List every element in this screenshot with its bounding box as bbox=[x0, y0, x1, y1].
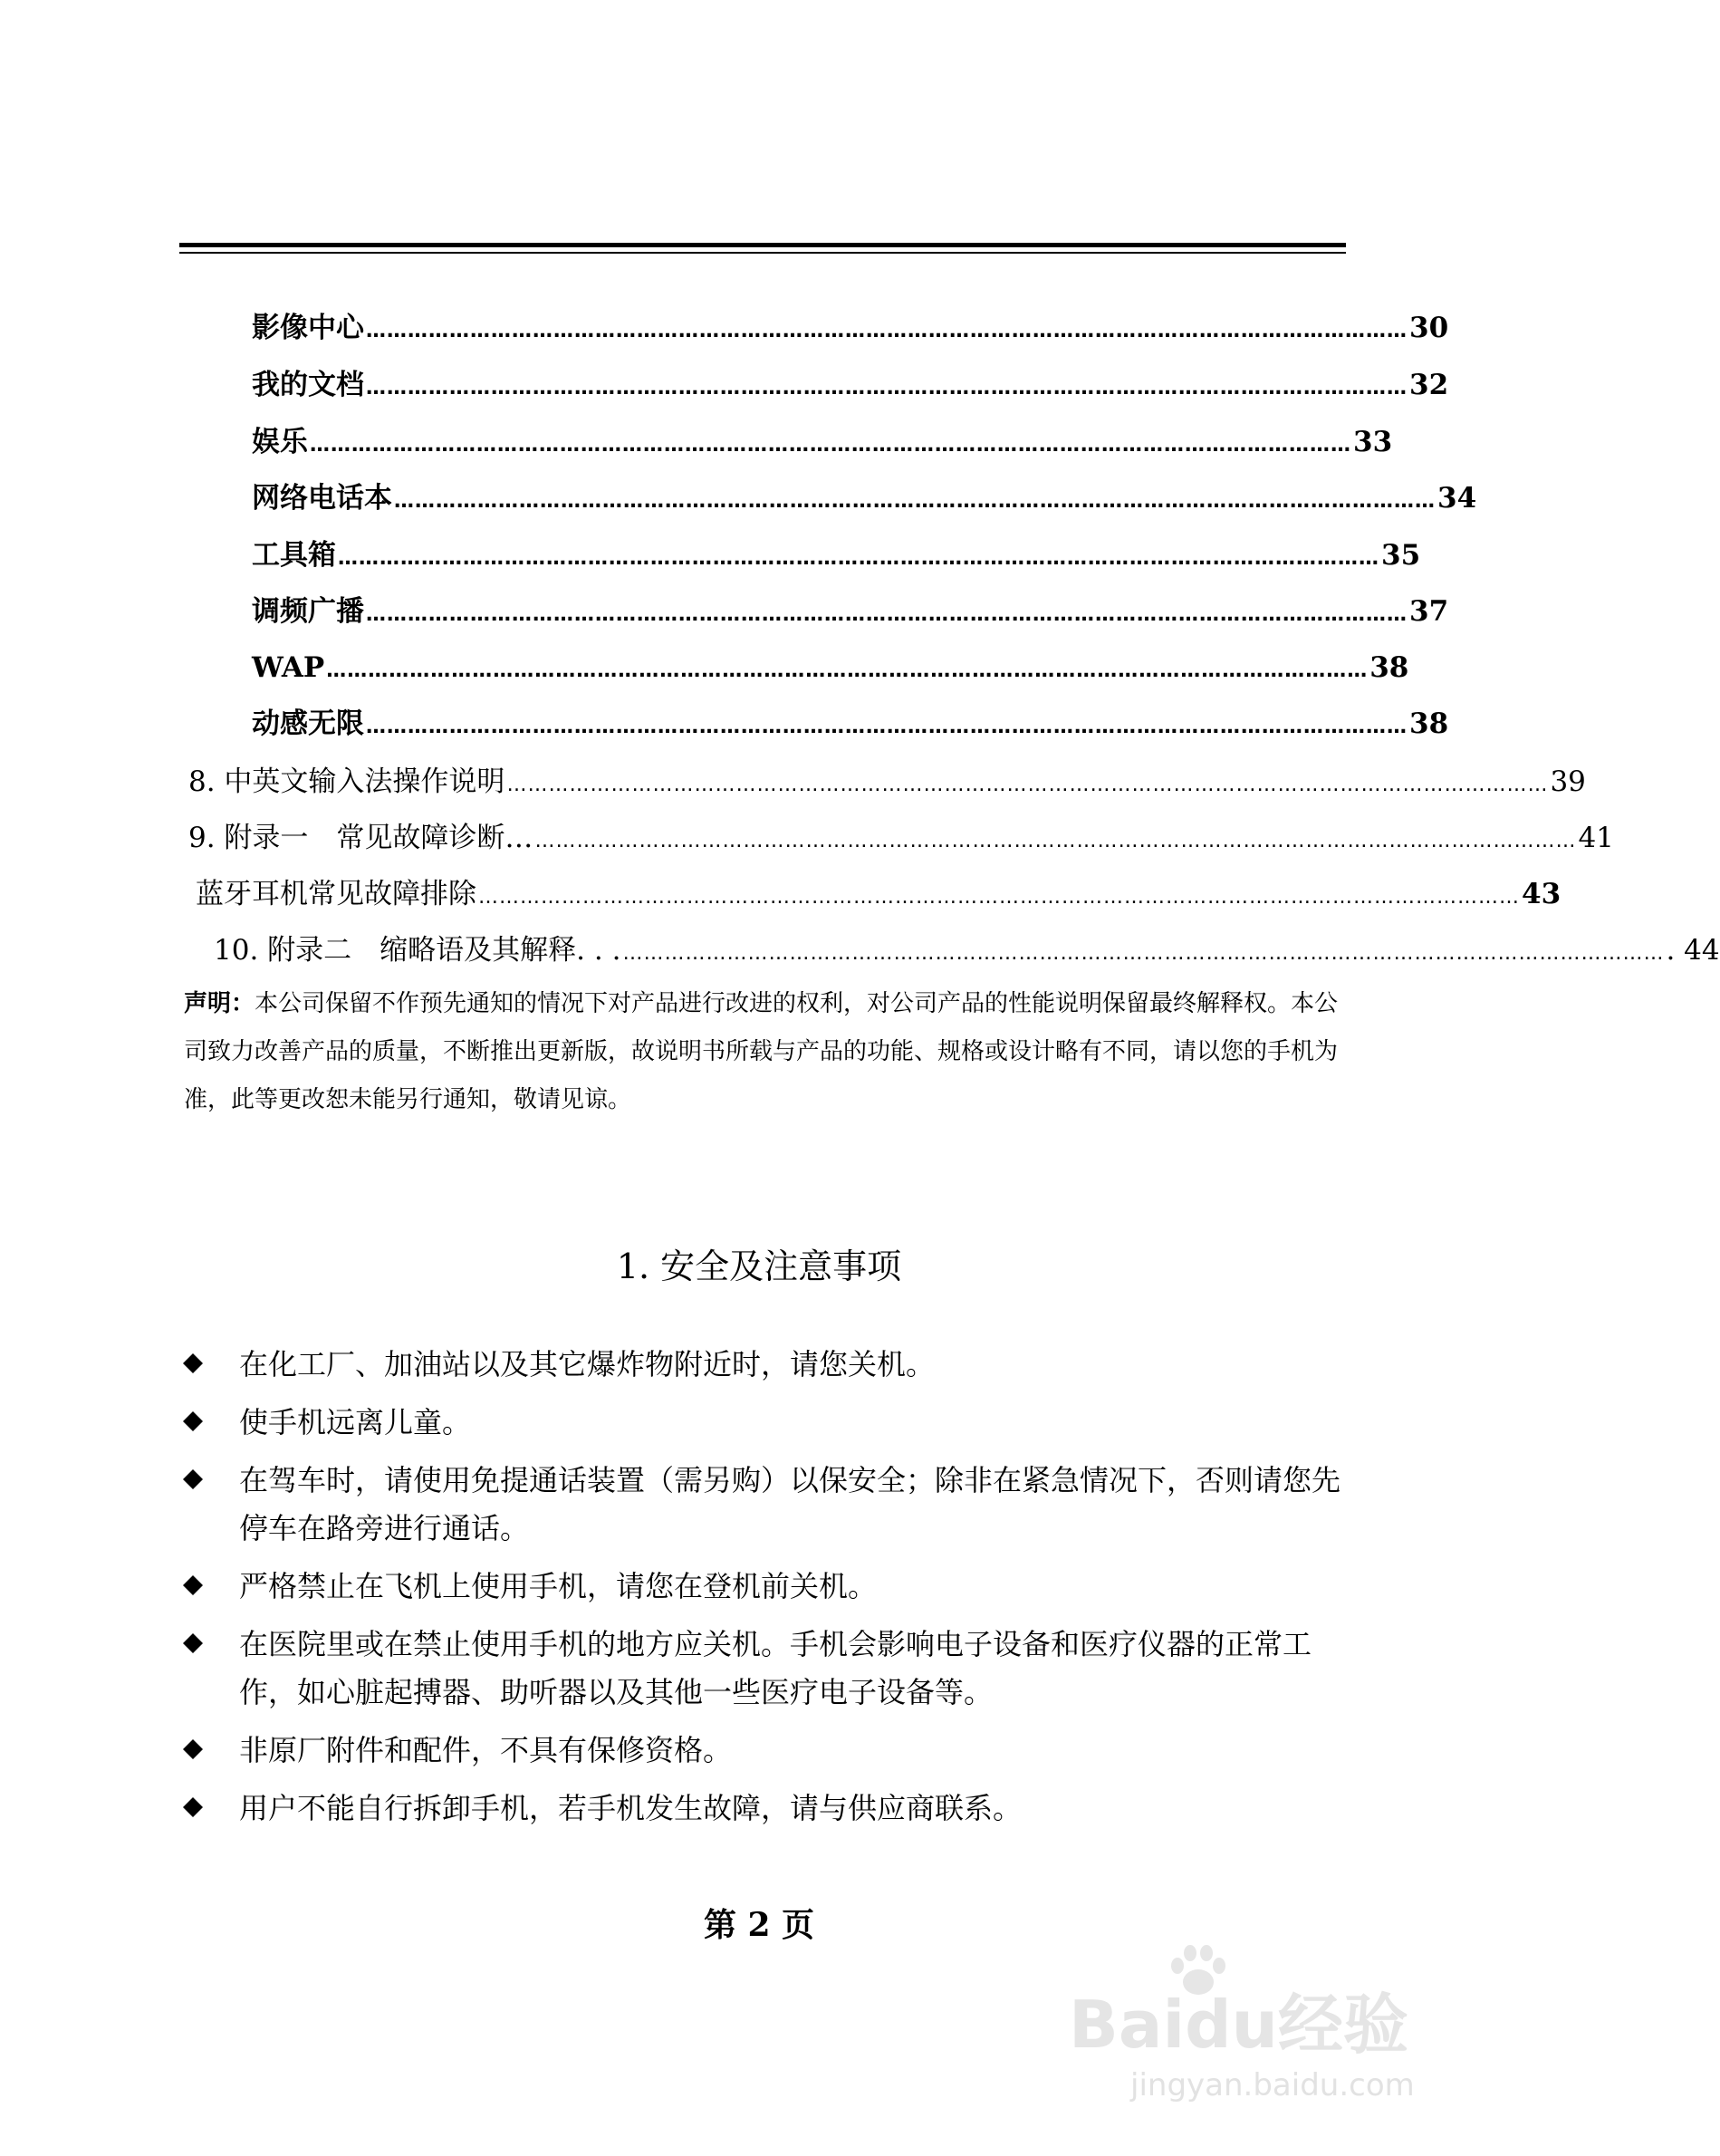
toc-entry-page: 38 bbox=[1369, 651, 1409, 684]
toc-entry-label: 网络电话本 bbox=[252, 482, 392, 515]
bullet-text: 严格禁止在飞机上使用手机，请您在登机前关机。 bbox=[239, 1569, 878, 1603]
toc-entry bbox=[252, 363, 1449, 407]
toc-entry-page: 35 bbox=[1381, 539, 1421, 572]
toc-entry-page: 39 bbox=[1550, 765, 1586, 798]
diamond-bullet-icon bbox=[183, 1411, 203, 1431]
toc-entry-page: 32 bbox=[1409, 369, 1449, 401]
toc-entry bbox=[252, 476, 1477, 520]
toc-entry bbox=[196, 872, 1561, 916]
bullet-item bbox=[179, 1727, 1357, 1775]
toc-entry-page: 34 bbox=[1437, 482, 1477, 515]
diamond-bullet-icon bbox=[183, 1797, 203, 1817]
toc-dot-leader: …………………………………………………………………………………………………………………………………… bbox=[534, 830, 1577, 852]
watermark-url: jingyan.baidu.com bbox=[1130, 2067, 1415, 2103]
toc-dot-leader: …………………………………………………………………………………………………………………………………… bbox=[366, 716, 1408, 738]
toc-entry-label: WAP bbox=[252, 651, 325, 684]
toc-dot-leader: …………………………………………………………………………………………………………………………………… bbox=[326, 659, 1369, 682]
toc-entry-label: 9. 附录一 常见故障诊断… bbox=[188, 822, 533, 854]
toc-entry bbox=[252, 534, 1421, 577]
toc-entry-label: 工具箱 bbox=[252, 539, 336, 572]
bullet-text: 使手机远离儿童。 bbox=[239, 1405, 472, 1439]
toc-dot-leader: …………………………………………………………………………………………………………………………………… bbox=[338, 547, 1379, 570]
toc-dot-leader: …………………………………………………………………………………………………………………………………… bbox=[310, 434, 1351, 457]
toc-dot-leader: …………………………………………………………………………………………………………………………………… bbox=[366, 603, 1408, 626]
section-title: 1. 安全及注意事项 bbox=[616, 1246, 902, 1286]
bullet-text: 在化工厂、加油站以及其它爆炸物附近时，请您关机。 bbox=[239, 1347, 936, 1381]
bullet-text: 在医院里或在禁止使用手机的地方应关机。手机会影响电子设备和医疗仪器的正常工作，如心脏起搏器、助听器以及其他一些医疗电子设备等。 bbox=[239, 1627, 1312, 1709]
header-rule-thick bbox=[179, 243, 1346, 247]
toc-dot-leader: …………………………………………………………………………………………………………………………………… bbox=[366, 320, 1408, 342]
declaration-text: 本公司保留不作预先通知的情况下对产品进行改进的权利，对公司产品的性能说明保留最终解释权。本公司致力改善产品的质量，不断推出更新版，故说明书所载与产品的功能、规格或设计略有不同，请以您的手机为准，此等更改恕未能另行通知，敬请见谅。 bbox=[184, 990, 1339, 1113]
toc-entry-page: 43 bbox=[1522, 878, 1561, 910]
toc-entry-label: 调频广播 bbox=[252, 595, 364, 628]
toc-entry bbox=[188, 816, 1614, 860]
baidu-jingyan-watermark bbox=[1069, 1984, 1458, 2120]
safety-bullet-list bbox=[179, 1341, 1357, 1843]
page-number: 第 2 页 bbox=[703, 1906, 815, 1944]
toc-dot-leader: …………………………………………………………………………………………………………………………………… bbox=[394, 490, 1436, 513]
toc-entry bbox=[252, 702, 1449, 746]
toc-entry bbox=[214, 929, 1720, 972]
toc-entry-label: 我的文档 bbox=[252, 369, 364, 401]
bullet-item bbox=[179, 1563, 1357, 1611]
bullet-item bbox=[179, 1399, 1357, 1447]
toc-dot-leader: …………………………………………………………………………………………………………………………………… bbox=[506, 774, 1549, 796]
declaration-label: 声明： bbox=[184, 990, 255, 1017]
watermark-brand: Baidu经验 bbox=[1069, 1987, 1408, 2063]
toc-entry-label: 影像中心 bbox=[252, 312, 364, 344]
header-rule-thin bbox=[179, 252, 1346, 254]
toc-entry bbox=[252, 420, 1393, 464]
toc-entry-label: 动感无限 bbox=[252, 707, 364, 740]
toc-entry bbox=[252, 646, 1409, 689]
bullet-text: 用户不能自行拆卸手机，若手机发生故障，请与供应商联系。 bbox=[239, 1791, 1023, 1825]
toc-entry-page: 38 bbox=[1409, 707, 1449, 740]
toc-entry-label: 娱乐 bbox=[252, 426, 308, 458]
toc-dot-leader: …………………………………………………………………………………………………………………………………… bbox=[622, 942, 1665, 965]
diamond-bullet-icon bbox=[183, 1353, 203, 1373]
toc-entry bbox=[252, 306, 1449, 350]
toc-entry-page: 37 bbox=[1409, 595, 1449, 628]
diamond-bullet-icon bbox=[183, 1575, 203, 1595]
toc-entry bbox=[188, 760, 1586, 804]
toc-dot-leader: …………………………………………………………………………………………………………………………………… bbox=[478, 886, 1520, 909]
toc-entry-label: 10. 附录二 缩略语及其解释. . . bbox=[214, 934, 621, 967]
diamond-bullet-icon bbox=[183, 1469, 203, 1489]
bullet-item bbox=[179, 1785, 1357, 1833]
toc-entry-page: . 44 bbox=[1666, 934, 1720, 967]
bullet-item bbox=[179, 1621, 1357, 1717]
diamond-bullet-icon bbox=[183, 1633, 203, 1653]
toc-entry-page: 41 bbox=[1578, 822, 1614, 854]
toc-entry-label: 8. 中英文输入法操作说明 bbox=[188, 765, 505, 798]
toc-entry-page: 30 bbox=[1409, 312, 1449, 344]
bullet-text: 非原厂附件和配件，不具有保修资格。 bbox=[239, 1733, 733, 1767]
toc-entry-label: 蓝牙耳机常见故障排除 bbox=[196, 878, 476, 910]
diamond-bullet-icon bbox=[183, 1739, 203, 1759]
bullet-item bbox=[179, 1457, 1357, 1553]
bullet-item bbox=[179, 1341, 1357, 1389]
bullet-text: 在驾车时，请使用免提通话装置（需另购）以保安全；除非在紧急情况下，否则请您先停车在路旁进行通话。 bbox=[239, 1463, 1341, 1545]
toc-entry-page: 33 bbox=[1353, 426, 1393, 458]
toc-dot-leader: …………………………………………………………………………………………………………………………………… bbox=[366, 377, 1408, 399]
toc-entry bbox=[252, 590, 1449, 633]
declaration-paragraph bbox=[184, 980, 1348, 1124]
